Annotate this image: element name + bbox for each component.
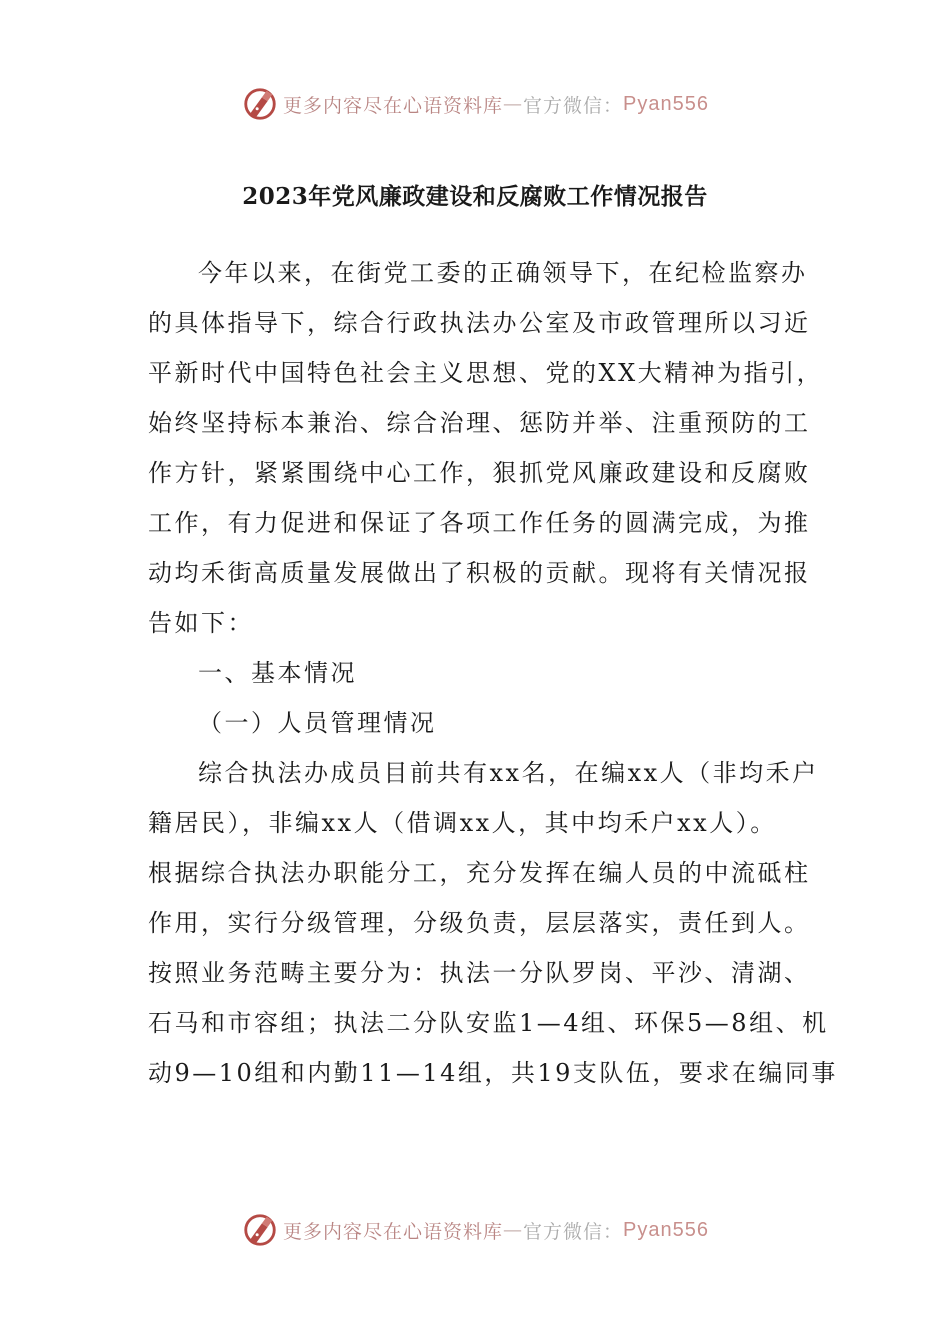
watermark-main-text: 更多内容尽在心语资料库: [283, 94, 504, 117]
watermark-separator: —: [503, 1219, 524, 1241]
watermark-wechat-label: 官方微信：: [523, 1220, 624, 1243]
body-line: 告如下：: [148, 609, 254, 637]
body-line: 根据综合执法办职能分工，充分发挥在编人员的中流砥柱: [148, 859, 811, 887]
document-title: 2023年党风廉政建设和反腐败工作情况报告: [242, 183, 708, 210]
body-line: 石马和市容组；执法二分队安监1—4组、环保5—8组、机: [148, 1009, 829, 1037]
subsection-heading: （一）人员管理情况: [198, 709, 437, 737]
body-line: 动9—10组和内勤11—14组，共19支队伍，要求在编同事: [148, 1059, 838, 1087]
body-line: 籍居民），非编xx人（借调xx人，其中均禾户xx人）。: [148, 809, 777, 837]
body-line: 始终坚持标本兼治、综合治理、惩防并举、注重预防的工: [148, 409, 811, 437]
body-line: 工作，有力促进和保证了各项工作任务的圆满完成，为推: [148, 509, 811, 537]
watermark-main-text: 更多内容尽在心语资料库: [283, 1220, 504, 1243]
body-line: 按照业务范畴主要分为：执法一分队罗岗、平沙、清湖、: [148, 959, 811, 987]
body-line: 综合执法办成员目前共有xx名，在编xx人（非均禾户: [198, 759, 819, 787]
watermark-wechat-id: Pyan556: [623, 92, 709, 115]
body-line: 作方针，紧紧围绕中心工作，狠抓党风廉政建设和反腐败: [148, 459, 811, 487]
body-line: 的具体指导下，综合行政执法办公室及市政管理所以习近: [148, 309, 811, 337]
pen-nib-logo-icon: [241, 1211, 279, 1249]
pen-nib-logo-icon: [241, 85, 279, 123]
watermark-wechat-label: 官方微信：: [523, 94, 624, 117]
document-body: [148, 248, 838, 1098]
body-line: 今年以来，在街党工委的正确领导下，在纪检监察办: [198, 259, 808, 287]
body-line: 作用，实行分级管理，分级负责，层层落实，责任到人。: [148, 909, 811, 937]
watermark-separator: —: [503, 93, 524, 115]
body-line: 动均禾街高质量发展做出了积极的贡献。现将有关情况报: [148, 559, 811, 587]
body-line: 平新时代中国特色社会主义思想、党的XX大精神为指引，: [148, 359, 824, 387]
section-heading: 一、基本情况: [198, 659, 357, 687]
watermark-header: [0, 80, 950, 128]
watermark-footer: [0, 1206, 950, 1254]
watermark-wechat-id: Pyan556: [623, 1218, 709, 1241]
